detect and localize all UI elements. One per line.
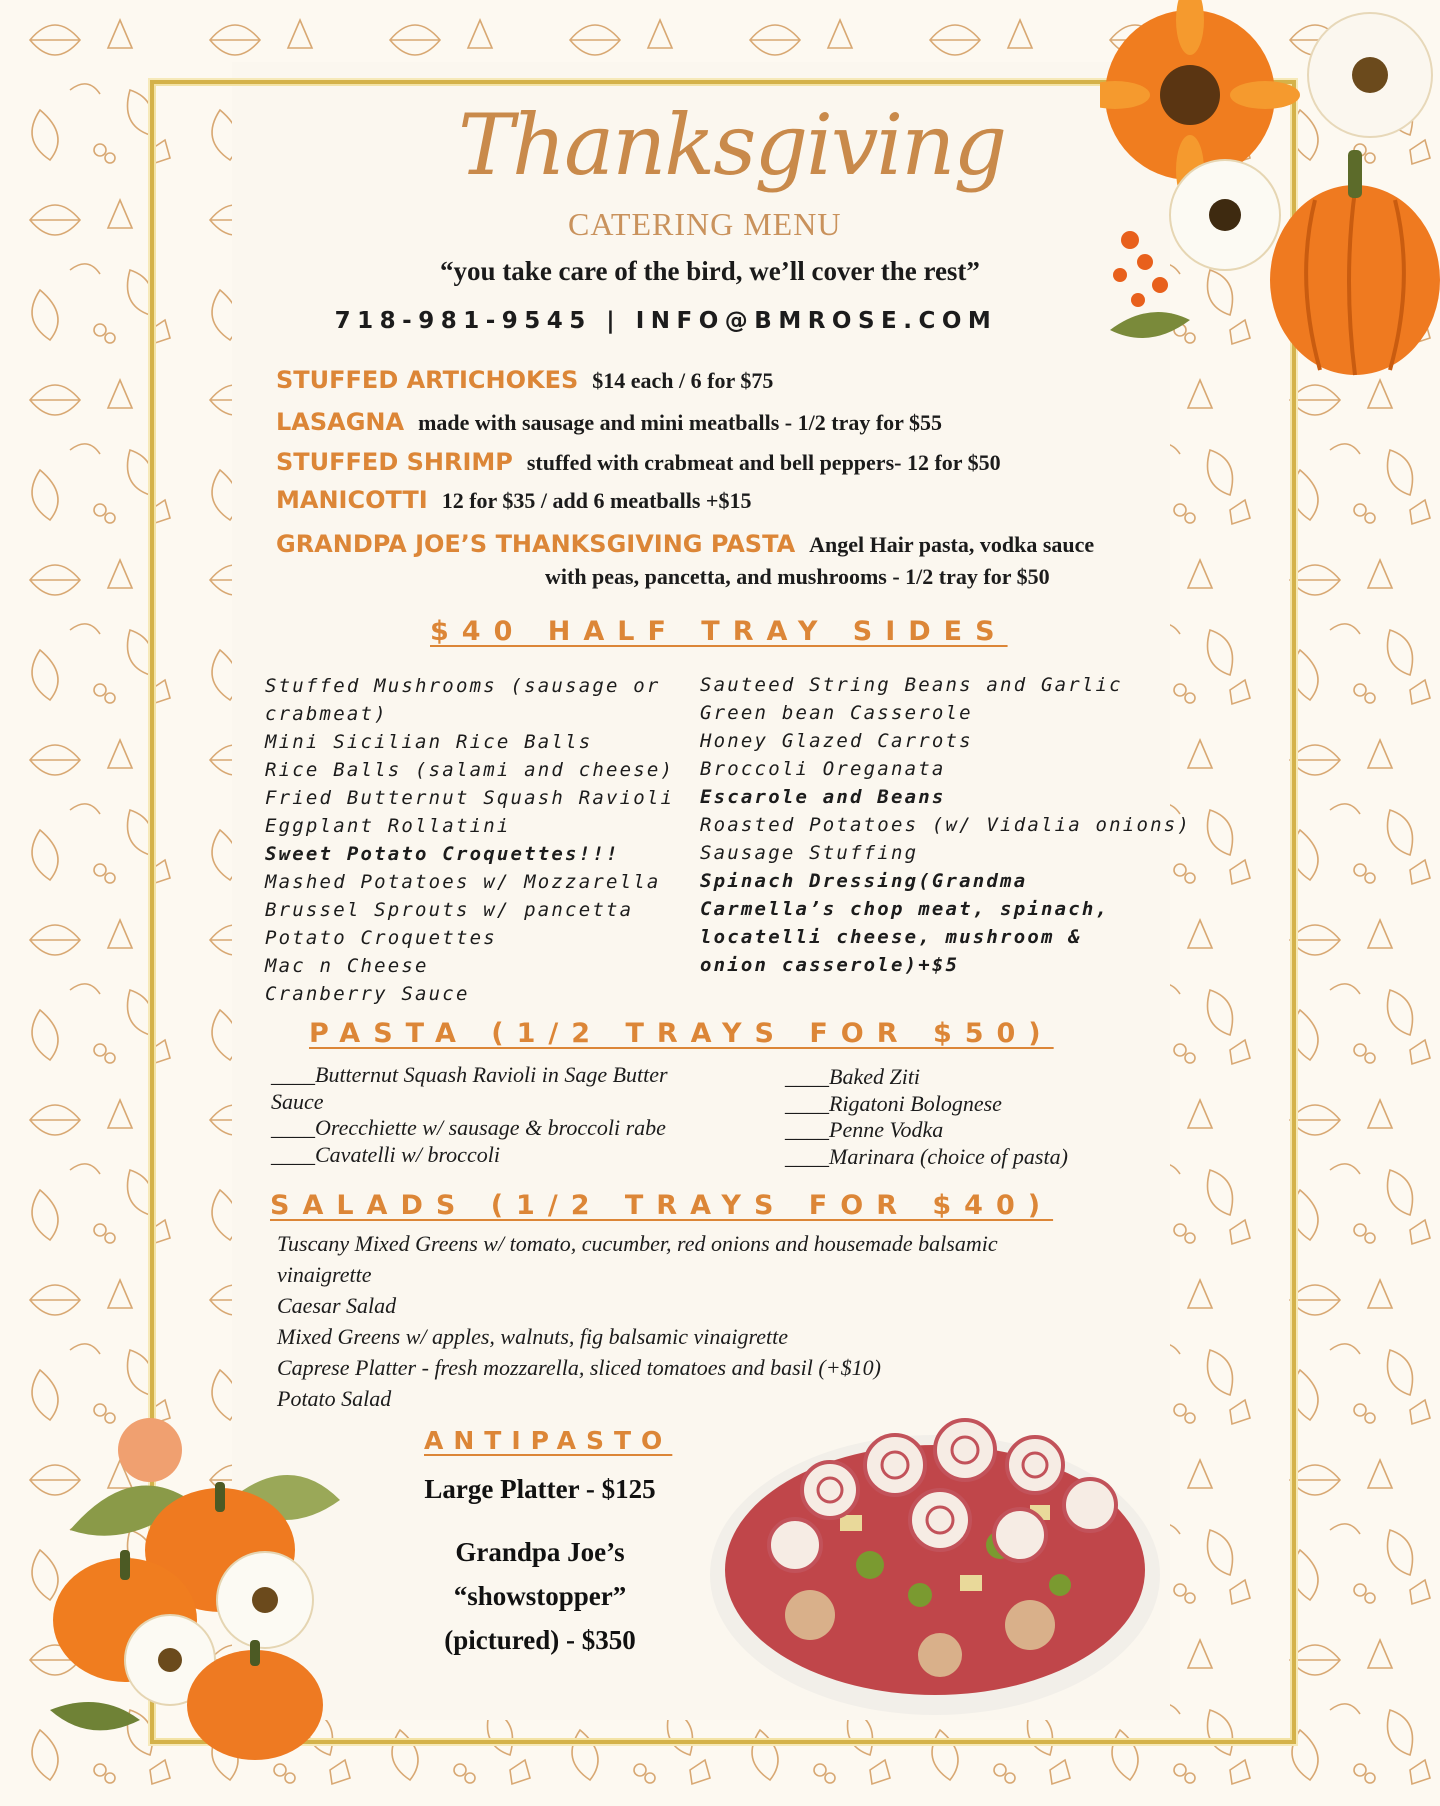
- featured-item-desc: 12 for $35 / add 6 meatballs +$15: [441, 488, 752, 513]
- pasta-heading: PASTA (1/2 TRAYS FOR $50): [309, 1018, 1054, 1049]
- list-item: Roasted Potatoes (w/ Vidalia onions): [700, 814, 1192, 836]
- list-item: Tuscany Mixed Greens w/ tomato, cucumber, red onions and housemade balsamic: [277, 1231, 998, 1256]
- sides-list-left: [265, 672, 674, 1008]
- list-item: ____Cavatelli w/ broccoli: [271, 1141, 500, 1167]
- list-item: Cranberry Sauce: [265, 983, 470, 1005]
- list-item: Caesar Salad: [277, 1293, 397, 1318]
- list-item: Spinach Dressing(Grandma: [700, 870, 1028, 892]
- featured-item: [276, 486, 751, 514]
- list-item: Brussel Sprouts w/ pancetta: [265, 899, 634, 921]
- featured-item: [276, 408, 942, 436]
- list-item: Rice Balls (salami and cheese): [265, 759, 675, 781]
- list-item: Eggplant Rollatini: [265, 815, 511, 837]
- list-item: Escarole and Beans: [700, 786, 946, 808]
- pasta-list-right: [785, 1064, 1068, 1170]
- featured-item: [276, 530, 1094, 558]
- list-item: Caprese Platter - fresh mozzarella, sliced tomatoes and basil (+$10): [277, 1355, 881, 1380]
- list-item: Honey Glazed Carrots: [700, 730, 973, 752]
- featured-item-name: MANICOTTI: [276, 486, 428, 514]
- tagline: “you take care of the bird, we’ll cover the rest”: [440, 256, 980, 286]
- list-item: Mashed Potatoes w/ Mozzarella: [265, 871, 661, 893]
- list-item: Broccoli Oreganata: [700, 758, 946, 780]
- showstopper-line: (pictured) - $350: [444, 1625, 636, 1655]
- list-item: ____Baked Ziti: [785, 1064, 921, 1089]
- list-item: Mixed Greens w/ apples, walnuts, fig balsamic vinaigrette: [277, 1324, 789, 1349]
- pasta-list-left: [271, 1062, 668, 1168]
- list-item: Sauce: [271, 1088, 324, 1114]
- antipasto-platter-photo: [700, 1395, 1170, 1725]
- contact-info: 718-981-9545 | INFO@BMROSE.COM: [334, 308, 998, 334]
- list-item: ____Orecchiette w/ sausage & broccoli rabe: [271, 1115, 666, 1140]
- list-item: Potato Salad: [277, 1386, 392, 1411]
- featured-item-name: STUFFED ARTICHOKES: [276, 366, 579, 394]
- list-item: Mini Sicilian Rice Balls: [265, 731, 593, 753]
- antipasto-showstopper: [390, 1530, 690, 1662]
- list-item: ____Marinara (choice of pasta): [785, 1143, 1068, 1169]
- list-item: Sweet Potato Croquettes!!!: [265, 843, 620, 865]
- list-item: vinaigrette: [277, 1262, 372, 1287]
- salads-list: [277, 1228, 998, 1414]
- sides-heading: $40 HALF TRAY SIDES: [430, 616, 1008, 647]
- list-item: Green bean Casserole: [700, 702, 973, 724]
- list-item: Sausage Stuffing: [700, 842, 919, 864]
- sides-list-right: [700, 671, 1191, 979]
- featured-item-desc: made with sausage and mini meatballs - 1/2 tray for $55: [418, 410, 943, 435]
- menu-subtitle: CATERING MENU: [568, 206, 842, 242]
- salads-heading: SALADS (1/2 TRAYS FOR $40): [270, 1190, 1054, 1221]
- list-item: onion casserole)+$5: [700, 954, 960, 976]
- featured-item: [276, 448, 1001, 476]
- featured-item-name: STUFFED SHRIMP: [276, 448, 513, 476]
- featured-item-desc: stuffed with crabmeat and bell peppers- 12 for $50: [526, 450, 1001, 475]
- pumpkin-flower-decoration: [1100, 0, 1440, 390]
- featured-item: [276, 366, 773, 394]
- list-item: Potato Croquettes: [265, 927, 497, 949]
- list-item: ____Butternut Squash Ravioli in Sage Butter: [271, 1062, 668, 1087]
- list-item: crabmeat): [265, 703, 388, 725]
- list-item: Carmella’s chop meat, spinach,: [700, 898, 1110, 920]
- featured-item-name: GRANDPA JOE’S THANKSGIVING PASTA: [276, 530, 796, 558]
- featured-item-name: LASAGNA: [276, 408, 405, 436]
- pumpkin-bouquet-decoration: [30, 1410, 390, 1770]
- list-item: ____Rigatoni Bolognese: [785, 1090, 1002, 1116]
- list-item: Fried Butternut Squash Ravioli: [265, 787, 675, 809]
- showstopper-line: Grandpa Joe’s: [455, 1537, 625, 1567]
- menu-title: Thanksgiving: [458, 96, 1006, 194]
- list-item: locatelli cheese, mushroom &: [700, 926, 1082, 948]
- antipasto-heading: ANTIPASTO: [424, 1426, 673, 1455]
- featured-item-desc: Angel Hair pasta, vodka sauce: [809, 532, 1095, 557]
- list-item: Sauteed String Beans and Garlic: [700, 674, 1123, 696]
- showstopper-line: “showstopper”: [453, 1581, 627, 1611]
- antipasto-large-platter: Large Platter - $125: [424, 1474, 656, 1504]
- featured-item-desc: $14 each / 6 for $75: [592, 368, 774, 393]
- list-item: Stuffed Mushrooms (sausage or: [265, 675, 661, 697]
- list-item: Mac n Cheese: [265, 955, 429, 977]
- list-item: ____Penne Vodka: [785, 1117, 944, 1142]
- featured-item-desc-continued: with peas, pancetta, and mushrooms - 1/2 tray for $50: [545, 564, 1050, 589]
